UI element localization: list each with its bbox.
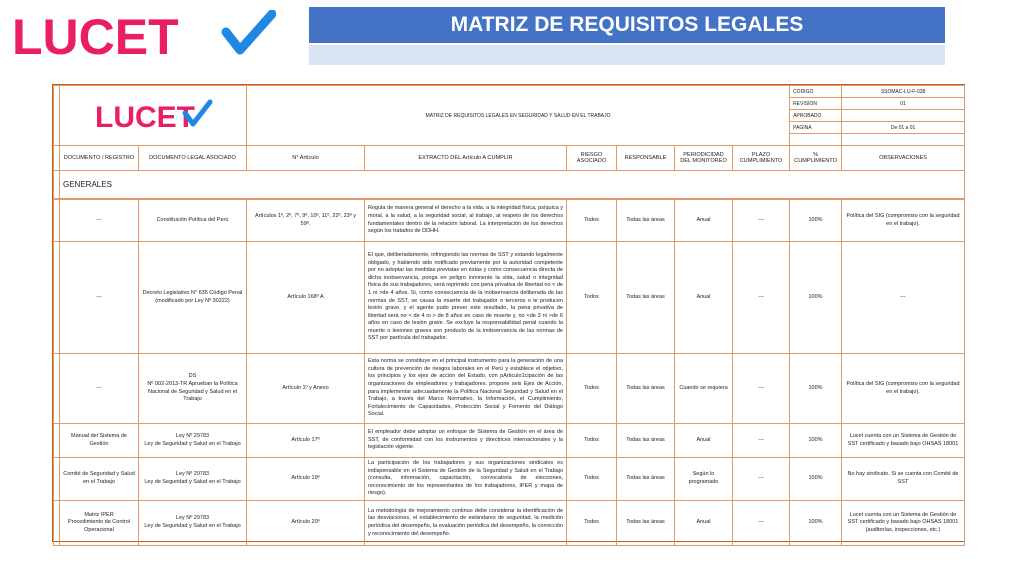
- cell-extracto: Esta norma se constituye en el principal instrumento para la generación de una cultura de prevención de riesgos laborales en el Perú y establece el objetivo, los principios y los ejes de acción del Estado, con pArticulo1cipación de las organizaciones de empleadores y trabajadores. propone seis Ejes de Acción, para implementar adecuadamente la Política Nacional Seguridad y Salud en el Trabajo, a través del Marco Normativo, la Información, el Cumplimiento, Fortalecimiento de Capacidades, Protección Social y Fomento del Diálogo Social.: [365, 354, 567, 424]
- cell-riesgo: Todos: [567, 354, 617, 424]
- table-row: [54, 458, 965, 501]
- section-row: [54, 171, 965, 199]
- logo-cell: [60, 86, 247, 146]
- document-title: MATRIZ DE REQUISITOS LEGALES EN SEGURIDAD Y SALUD EN EL TRABAJO: [247, 86, 790, 146]
- cell-observaciones: Política del SIG (compromiso con la seguridad en el trabajo).: [842, 200, 965, 242]
- cell-riesgo: Todos: [567, 501, 617, 546]
- col-header: OBSERVACIONES: [842, 146, 965, 171]
- section-label: GENERALES: [60, 171, 965, 199]
- cell-cumplimiento: 100%: [790, 458, 842, 501]
- meta-label-pagina: PAGINA: [790, 122, 842, 134]
- cell-riesgo: Todos: [567, 424, 617, 458]
- cell-legal: Ley Nº 29783 Ley de Seguridad y Salud en el Trabajo: [139, 424, 247, 458]
- cell-cumplimiento: 100%: [790, 354, 842, 424]
- cell-periodicidad: Según lo programado: [675, 458, 733, 501]
- cell-plazo: ---: [733, 200, 790, 242]
- col-header: EXTRACTO DEL Artículo A CUMPLIR: [365, 146, 567, 171]
- cell-observaciones: Lucet cuenta con un Sistema de Gestión de SST certificado y basado bajo OHSAS 18001 (auditorías, inspecciones, etc.): [842, 501, 965, 546]
- cell-cumplimiento: 100%: [790, 200, 842, 242]
- logo-text: LUCET: [12, 10, 179, 62]
- cell-articulo: Artículo 1º y Anexo: [247, 354, 365, 424]
- cell-periodicidad: Anual: [675, 501, 733, 546]
- requirements-sheet: [52, 84, 965, 542]
- cell-extracto: El empleador debe adoptar un enfoque de Sistema de Gestión en el área de SST, de conformidad con los instrumentos y directrices internacionales y la legislación vigente.: [365, 424, 567, 458]
- cell-periodicidad: Anual: [675, 200, 733, 242]
- title-subbar: [309, 45, 945, 65]
- table-row: [54, 200, 965, 242]
- cell-plazo: ---: [733, 354, 790, 424]
- col-header: RIESGO ASOCIADO: [567, 146, 617, 171]
- cell-plazo: ---: [733, 424, 790, 458]
- cell-extracto: El que, deliberadamente, infringiendo las normas de SST y estando legalmente obligado, y habiendo sido notificado previamente por la autoridad competente por no adoptar las medidas previstas en éstas y como consecuencia directa de dicha inobservancia, ponga en peligro inminente la vida, salud o integridad física de sus trabajadores, será reprimido con pena privativa de libertad no < de 1 ni >de 4 años. Si, como consecuencia de la inobservancia deliberada de las normas de SST, se causa la muerte del trabajador o terceros o le producen lesión grave, y el agente pudo prever este resultado, la pena privativa de libertad será no < de 4 ni > de 8 años en caso de muerte y, no <de 3 ni >de 6 años en caso de lesión grave. Se excluye la responsabilidad penal cuando la muerte o lesiones graves son producto de la inobservancia de las normas de SST por partícula del trabajador.: [365, 242, 567, 354]
- cell-cumplimiento: 100%: [790, 242, 842, 354]
- cell-articulo: Artículo 20º: [247, 501, 365, 546]
- cell-legal: DS Nº 002-2013-TR Aprueban la Política Nacional de Seguridad y Salud en el Trabajo: [139, 354, 247, 424]
- cell-articulo: Artículo 19º: [247, 458, 365, 501]
- col-header: DOCUMENTO / REGISTRO: [60, 146, 139, 171]
- cell-responsable: Todas las áreas: [617, 458, 675, 501]
- cell-responsable: Todas las áreas: [617, 424, 675, 458]
- cell-registro: ---: [60, 354, 139, 424]
- cell-responsable: Todas las áreas: [617, 501, 675, 546]
- meta-value-revision: 01: [842, 98, 965, 110]
- column-header-row: [54, 146, 965, 171]
- lucet-logo-small: [93, 97, 213, 133]
- cell-legal: Decreto Legislativo N° 635 Código Penal (modificado por Ley Nº 30222): [139, 242, 247, 354]
- lucet-logo: [10, 10, 276, 62]
- svg-text:LUCET: LUCET: [95, 100, 195, 133]
- cell-periodicidad: Anual: [675, 242, 733, 354]
- meta-label-aprobado: APROBADO: [790, 110, 842, 122]
- meta-value-codigo: SSOMAC-LU-F-038: [842, 86, 965, 98]
- table-row: [54, 242, 965, 354]
- cell-registro: Manual del Sistema de Gestión: [60, 424, 139, 458]
- col-header: DOCUMENTO LEGAL ASOCIADO: [139, 146, 247, 171]
- page-title: MATRIZ DE REQUISITOS LEGALES: [309, 7, 945, 43]
- cell-responsable: Todas las áreas: [617, 242, 675, 354]
- meta-label-codigo: CODIGO: [790, 86, 842, 98]
- table-row: [54, 354, 965, 424]
- cell-legal: Ley Nº 29783 Ley de Seguridad y Salud en el Trabajo: [139, 458, 247, 501]
- cell-articulo: Artículo 168º A: [247, 242, 365, 354]
- cell-articulo: Artículos 1º, 2º, 7º, 9º, 10º, 11º, 22º, 23º y 59º.: [247, 200, 365, 242]
- col-header: PERIODICIDAD DEL MONITOREO: [675, 146, 733, 171]
- cell-plazo: ---: [733, 242, 790, 354]
- meta-label-revision: REVISION: [790, 98, 842, 110]
- cell-observaciones: Lucet cuenta con un Sistema de Gestión de SST certificado y basado bajo OHSAS 18001: [842, 424, 965, 458]
- cell-responsable: Todas las áreas: [617, 354, 675, 424]
- cell-cumplimiento: 100%: [790, 501, 842, 546]
- cell-observaciones: Política del SIG (compromiso con la seguridad en el trabajo).: [842, 354, 965, 424]
- requirements-table: [53, 85, 965, 199]
- cell-registro: ---: [60, 242, 139, 354]
- cell-registro: Comité de Seguridad y Salud en el Trabajo: [60, 458, 139, 501]
- cell-legal: Constitución Política del Perú: [139, 200, 247, 242]
- checkmark-icon: [226, 14, 272, 50]
- cell-extracto: La participación de los trabajadores y sus organizaciones sindicales es indispensable en el Sistema de Gestión de la Seguridad y Salud en el Trabajo (consulta, información, capacitación, convocatoria de elecciones, reconocimiento de los representantes de los trabajadores, IPER y mapa de riesgo).: [365, 458, 567, 501]
- cell-cumplimiento: 100%: [790, 424, 842, 458]
- meta-value-aprobado: [842, 110, 965, 122]
- cell-plazo: ---: [733, 501, 790, 546]
- col-header: PLAZO CUMPLIMIENTO: [733, 146, 790, 171]
- cell-registro: Matriz IPER Procedimiento de Control Operacional: [60, 501, 139, 546]
- meta-value-pagina: De 01 a 01: [842, 122, 965, 134]
- cell-riesgo: Todos: [567, 242, 617, 354]
- cell-riesgo: Todos: [567, 458, 617, 501]
- table-row: [54, 424, 965, 458]
- col-header: N° Artículo: [247, 146, 365, 171]
- cell-observaciones: No hay sindicato. Si se cuenta con Comité de SST: [842, 458, 965, 501]
- cell-registro: ---: [60, 200, 139, 242]
- col-header: % CUMPLIMIENTO: [790, 146, 842, 171]
- cell-plazo: ---: [733, 458, 790, 501]
- rows-table: [53, 199, 965, 546]
- cell-periodicidad: Cuando se requiera: [675, 354, 733, 424]
- col-header: RESPONSABLE: [617, 146, 675, 171]
- cell-extracto: La metodología de mejoramiento continuo debe considerar la identificación de las desviaciones, el establecimiento de estándares de seguridad, la medición periódica del desempeño, la evaluación periódica del desempeño, la corrección y reconocimiento del desempeño.: [365, 501, 567, 546]
- cell-observaciones: ---: [842, 242, 965, 354]
- cell-periodicidad: Anual: [675, 424, 733, 458]
- cell-riesgo: Todos: [567, 200, 617, 242]
- cell-articulo: Artículo 17º: [247, 424, 365, 458]
- cell-extracto: Regula de manera general el derecho a la vida, a la integridad física, psíquica y moral, a la salud, a la seguridad social, al trabajo, al respeto de los derechos fundamentales dentro de la relación laboral. La interpretación de los derechos según los tratados de DDHH.: [365, 200, 567, 242]
- table-row: [54, 501, 965, 546]
- cell-legal: Ley Nº 29783 Ley de Seguridad y Salud en el Trabajo: [139, 501, 247, 546]
- cell-responsable: Todas las áreas: [617, 200, 675, 242]
